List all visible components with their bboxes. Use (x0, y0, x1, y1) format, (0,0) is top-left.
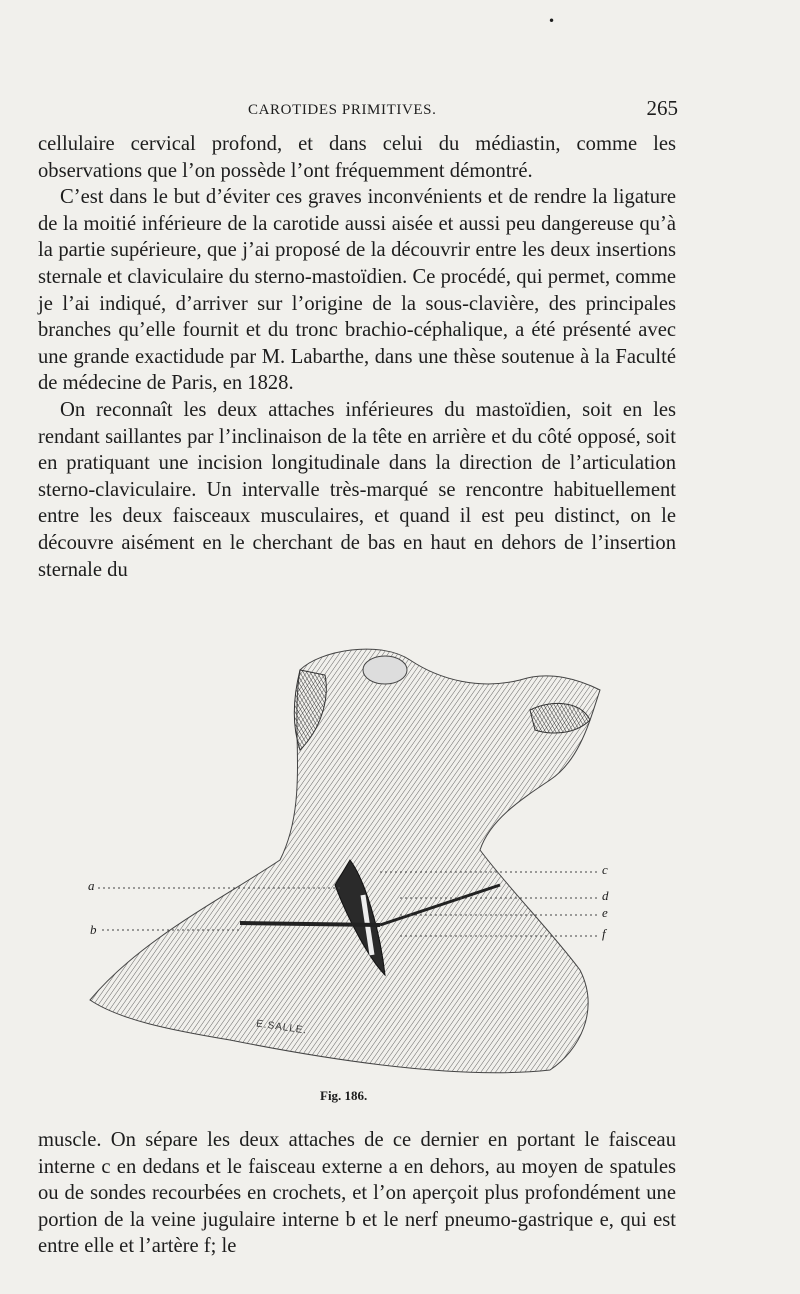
paragraph: cellulaire cervical profond, et dans celui du médiastin, comme les observations que l’on possède l’ont fréquemment démontré. (38, 133, 676, 182)
ear (363, 656, 407, 684)
label-d: d (602, 888, 609, 903)
retractor-left (240, 923, 380, 925)
anatomical-engraving-neck-dissection (80, 640, 640, 1080)
label-a: a (88, 878, 95, 893)
engraving-illustration (80, 640, 640, 1080)
paragraph: C’est dans le but d’éviter ces graves inconvénients et de rendre la ligature de la moitié inférieure de la carotide aussi aisée et aussi peu dangereuse qu’à la partie supérieure, que j’ai proposé de la découvrir entre les deux insertions sternale et claviculaire du sterno-mastoïdien. Ce procédé, qui permet, comme je l’ai indiqué, d’arriver sur l’origine de la sous-clavière, des principales branches qu’elle fournit et du tronc brachio-céphalique, a été présenté avec une grande exactidude par M. Labarthe, dans une thèse soutenue à la Faculté de médecine de Paris, en 1828. (38, 186, 676, 395)
body-text-top (38, 131, 676, 583)
body-text-bottom (38, 1127, 676, 1260)
running-title: CAROTIDES PRIMITIVES. (248, 102, 437, 118)
engraver-signature: E.SALLE. (255, 1018, 308, 1037)
figure-caption: Fig. 186. (320, 1088, 368, 1103)
neck-shoulder-shading (90, 649, 600, 1073)
label-e: e (602, 905, 608, 920)
label-b: b (90, 922, 97, 937)
label-f: f (602, 926, 606, 941)
paragraph: muscle. On sépare les deux attaches de ce dernier en portant le faisceau interne c en dedans et le faisceau externe a en dehors, au moyen de spatules ou de sondes recourbées en crochets, et l’on aperçoit plus profondément une portion de la veine jugulaire interne b et le nerf pneumo-gastrique e, qui est entre elle et l’artère f; le (38, 1129, 676, 1258)
page-number: 265 (646, 96, 678, 120)
printing-mark: • (548, 14, 556, 28)
running-header (38, 96, 678, 126)
label-c: c (602, 862, 608, 877)
paragraph: On reconnaît les deux attaches inférieures du mastoïdien, soit en les rendant saillantes par l’inclinaison de la tête en arrière et du côté opposé, soit en pratiquant une incision longitudinale dans la direction de l’articulation sterno-claviculaire. Un intervalle très-marqué se rencontre habituellement entre les deux faisceaux musculaires, et quand il est peu distinct, on le découvre aisément en le cherchant de bas en haut en dehors de l’insertion sternale du (38, 398, 676, 581)
